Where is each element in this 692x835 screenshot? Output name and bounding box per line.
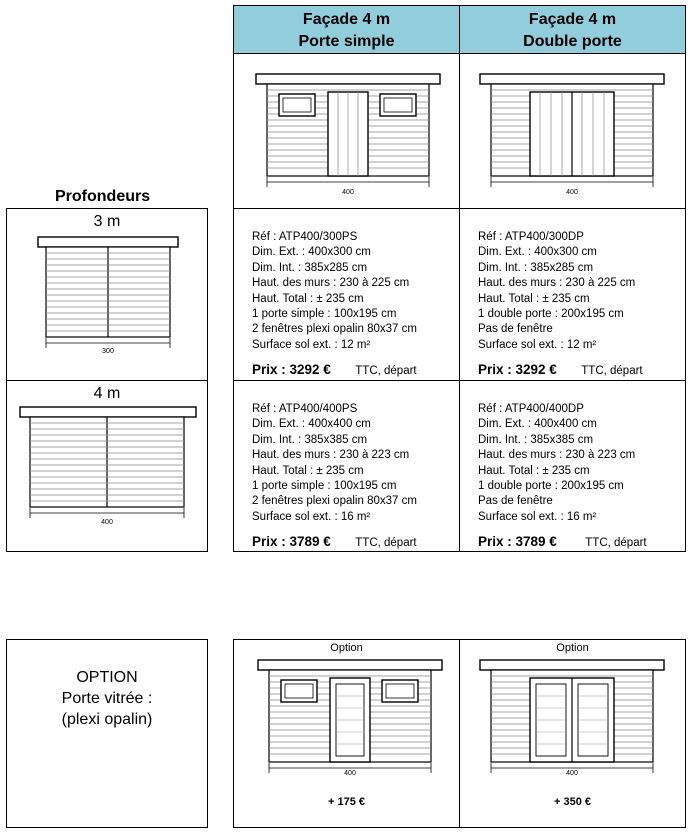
option-line3: (plexi opalin): [61, 711, 153, 728]
spec-walls: Haut. des murs : 230 à 225 cm: [478, 277, 636, 290]
spec-windows: Pas de fenêtre: [478, 323, 553, 336]
header-porte-simple-line2: Porte simple: [298, 33, 395, 50]
spec-door: 1 porte simple : 100x195 cm: [252, 308, 397, 321]
depth-3m-label: 3 m: [93, 213, 121, 230]
spec-total: Haut. Total : ± 235 cm: [478, 292, 590, 305]
price-row-400ps: [252, 533, 417, 551]
spec-surface: Surface sol ext. : 12 m²: [478, 338, 597, 351]
option-single-glazed-door-drawing: [252, 656, 444, 776]
option-title: OPTION: [76, 669, 138, 686]
price: Prix : 3292 €: [252, 362, 331, 377]
price-row-300ps: [252, 361, 417, 379]
spec-walls: Haut. des murs : 230 à 225 cm: [252, 277, 410, 290]
side-view-4m-dim: 400: [101, 519, 113, 526]
spec-int: Dim. Int. : 385x285 cm: [478, 261, 594, 274]
facade-single-dim: 400: [342, 189, 354, 196]
spec-ext: Dim. Ext. : 400x400 cm: [252, 418, 371, 431]
price-note: TTC, départ: [355, 537, 417, 549]
header-double-porte-line1: Façade 4 m: [528, 11, 617, 28]
facade-double-door-drawing: [476, 70, 668, 195]
header-double-porte: [459, 5, 686, 54]
spec-ext: Dim. Ext. : 400x300 cm: [252, 246, 371, 259]
option-line2: Porte vitrée :: [61, 690, 153, 707]
spec-surface: Surface sol ext. : 12 m²: [252, 338, 371, 351]
price-note: TTC, départ: [355, 365, 417, 377]
spec-ext: Dim. Ext. : 400x300 cm: [478, 246, 597, 259]
spec-windows: 2 fenêtres plexi opalin 80x37 cm: [252, 323, 417, 336]
spec-walls: Haut. des murs : 230 à 223 cm: [252, 449, 410, 462]
option-single-dim: 400: [344, 770, 356, 777]
header-porte-simple-line1: Façade 4 m: [302, 11, 391, 28]
spec-text-300dp: [478, 230, 635, 353]
spec-ref: Réf : ATP400/400PS: [252, 403, 358, 415]
spec-surface: Surface sol ext. : 16 m²: [478, 510, 597, 523]
depth-4m-label: 4 m: [93, 385, 121, 402]
price-note: TTC, départ: [585, 537, 647, 549]
spec-int: Dim. Int. : 385x385 cm: [252, 433, 368, 446]
option-double-dim: 400: [566, 770, 578, 777]
price: Prix : 3292 €: [478, 362, 557, 377]
spec-surface: Surface sol ext. : 16 m²: [252, 510, 371, 523]
spec-ext: Dim. Ext. : 400x400 cm: [478, 418, 597, 431]
option-label-text: [6, 667, 208, 730]
spec-door: 1 double porte : 200x195 cm: [478, 308, 624, 321]
facade-double-dim: 400: [566, 189, 578, 196]
side-view-3m-drawing: [36, 235, 181, 355]
price-row-300dp: [478, 361, 643, 379]
spec-door: 1 porte simple : 100x195 cm: [252, 480, 397, 493]
spec-total: Haut. Total : ± 235 cm: [478, 464, 590, 477]
option-col1-label: Option: [330, 642, 363, 654]
facade-single-door-drawing: [250, 70, 442, 195]
spec-text-400ps: [252, 402, 417, 525]
header-porte-simple: [233, 5, 460, 54]
spec-int: Dim. Int. : 385x285 cm: [252, 261, 368, 274]
spec-windows: 2 fenêtres plexi opalin 80x37 cm: [252, 495, 417, 508]
spec-total: Haut. Total : ± 235 cm: [252, 464, 364, 477]
price: Prix : 3789 €: [478, 534, 557, 549]
spec-text-400dp: [478, 402, 635, 525]
price-row-400dp: [478, 533, 647, 551]
side-view-3m-dim: 300: [102, 348, 114, 355]
depth-title: Profondeurs: [55, 188, 151, 205]
header-double-porte-line2: Double porte: [523, 33, 622, 50]
spec-text-300ps: [252, 230, 417, 353]
spec-ref: Réf : ATP400/300PS: [252, 231, 358, 243]
spec-walls: Haut. des murs : 230 à 223 cm: [478, 449, 636, 462]
spec-total: Haut. Total : ± 235 cm: [252, 292, 364, 305]
price: Prix : 3789 €: [252, 534, 331, 549]
option-col1-price: + 175 €: [327, 796, 365, 808]
option-col2-label: Option: [556, 642, 589, 654]
spec-door: 1 double porte : 200x195 cm: [478, 480, 624, 493]
option-col2-price: + 350 €: [553, 796, 591, 808]
spec-int: Dim. Int. : 385x385 cm: [478, 433, 594, 446]
spec-ref: Réf : ATP400/400DP: [478, 403, 584, 415]
spec-windows: Pas de fenêtre: [478, 495, 553, 508]
option-double-glazed-door-drawing: [476, 656, 668, 776]
price-note: TTC, départ: [581, 365, 643, 377]
side-view-4m-drawing: [18, 404, 200, 528]
spec-ref: Réf : ATP400/300DP: [478, 231, 584, 243]
